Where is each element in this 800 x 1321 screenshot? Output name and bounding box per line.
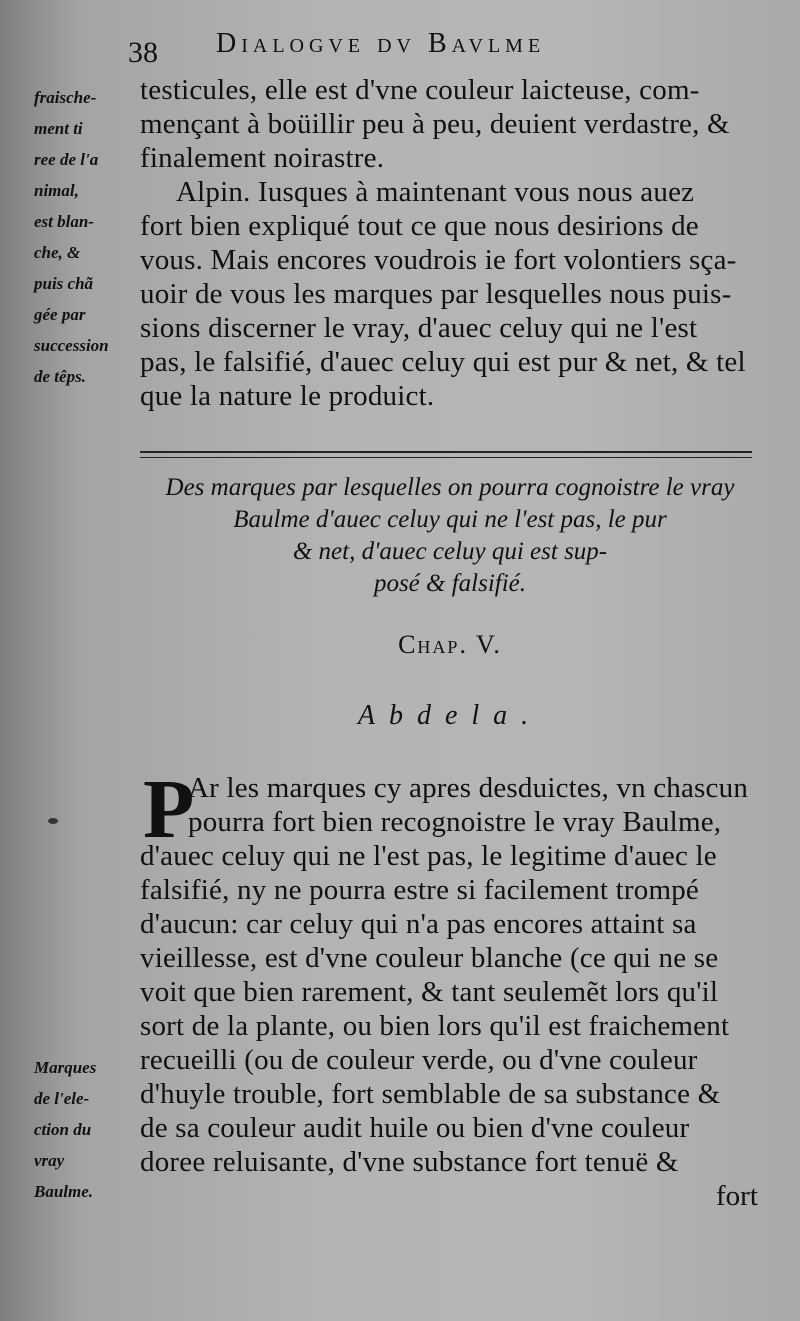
side-note-line: vray	[34, 1151, 65, 1170]
side-note-line: puis chã	[34, 274, 94, 293]
side-note-line: nimal,	[34, 181, 79, 200]
text-line: sort de la plante, ou bien lors qu'il est fraichement	[140, 1010, 730, 1042]
text-line: voit que bien rarement, & tant seulemẽt lors qu'il	[140, 976, 719, 1008]
text-line: Ar les marques cy apres desduictes, vn chascun	[188, 772, 749, 804]
text-line: recueilli (ou de couleur verde, ou d'vne couleur	[140, 1044, 698, 1076]
side-note-line: gée par	[34, 305, 86, 324]
text-line: uoir de vous les marques par lesquelles nous puis-	[140, 278, 732, 310]
section-rule	[140, 451, 752, 453]
chapter-title: Chap. V.	[398, 630, 502, 659]
text-line: testicules, elle est d'vne couleur laicteuse, com-	[140, 74, 700, 106]
speaker-name: Abdela.	[357, 700, 543, 731]
text-line: Alpin. Iusques à maintenant vous nous auez	[176, 176, 695, 208]
text-line: de sa couleur audit huile ou bien d'vne couleur	[140, 1112, 690, 1144]
text-line: que la nature le produict.	[140, 380, 435, 412]
text-line: falsifié, ny ne pourra estre si facilement trompé	[140, 874, 699, 906]
text-line: pas, le falsifié, d'auec celuy qui est pur & net, & tel	[140, 346, 746, 378]
text-line: d'auec celuy qui ne l'est pas, le legitime d'auec le	[140, 840, 717, 872]
side-note-line: che, &	[34, 243, 81, 262]
section-heading-line: Des marques par lesquelles on pourra cognoistre le vray	[165, 474, 735, 501]
side-note-line: ction du	[34, 1120, 92, 1139]
text-line: vieillesse, est d'vne couleur blanche (ce qui ne se	[140, 942, 719, 974]
side-note-top	[34, 82, 139, 392]
text-line: fort bien expliqué tout ce que nous desirions de	[140, 210, 699, 242]
section-heading-line: & net, d'auec celuy qui est sup-	[292, 538, 608, 565]
text-line: pourra fort bien recognoistre le vray Baulme,	[188, 806, 722, 838]
section-heading-line: posé & falsifié.	[373, 570, 527, 597]
text-line: mençant à boüillir peu à peu, deuient verdastre, &	[140, 108, 730, 140]
text-line: sions discerner le vray, d'auec celuy qui ne l'est	[140, 312, 698, 344]
section-rule-thin	[140, 457, 752, 458]
running-head	[128, 28, 768, 68]
text-line: d'huyle trouble, fort semblable de sa substance &	[140, 1078, 721, 1110]
running-title: Dialogve dv Bavlme	[216, 28, 546, 59]
text-line: finalement noirastre.	[140, 142, 385, 174]
text-line: vous. Mais encores voudrois ie fort volontiers sça-	[140, 244, 737, 276]
side-note-line: fraische-	[34, 88, 97, 107]
side-note-line: de l'ele-	[34, 1089, 90, 1108]
side-note-line: est blan-	[34, 212, 94, 231]
side-note-line: Baulme.	[34, 1182, 94, 1201]
side-note-bottom	[34, 1052, 144, 1207]
side-note-line: ree de l'a	[34, 150, 99, 169]
text-line: d'aucun: car celuy qui n'a pas encores attaint sa	[140, 908, 697, 940]
text-line: doree reluisante, d'vne substance fort tenuë &	[140, 1146, 679, 1178]
catchword: fort	[716, 1180, 758, 1212]
side-note-line: succession	[34, 336, 109, 355]
ink-blot	[48, 818, 58, 824]
side-note-line: ment ti	[34, 119, 83, 138]
side-note-line: de têps.	[34, 367, 86, 386]
side-note-line: Marques	[34, 1058, 97, 1077]
section-heading-line: Baulme d'auec celuy qui ne l'est pas, le pur	[233, 506, 667, 533]
drop-cap: P	[143, 763, 195, 856]
page-number: 38	[128, 36, 158, 69]
